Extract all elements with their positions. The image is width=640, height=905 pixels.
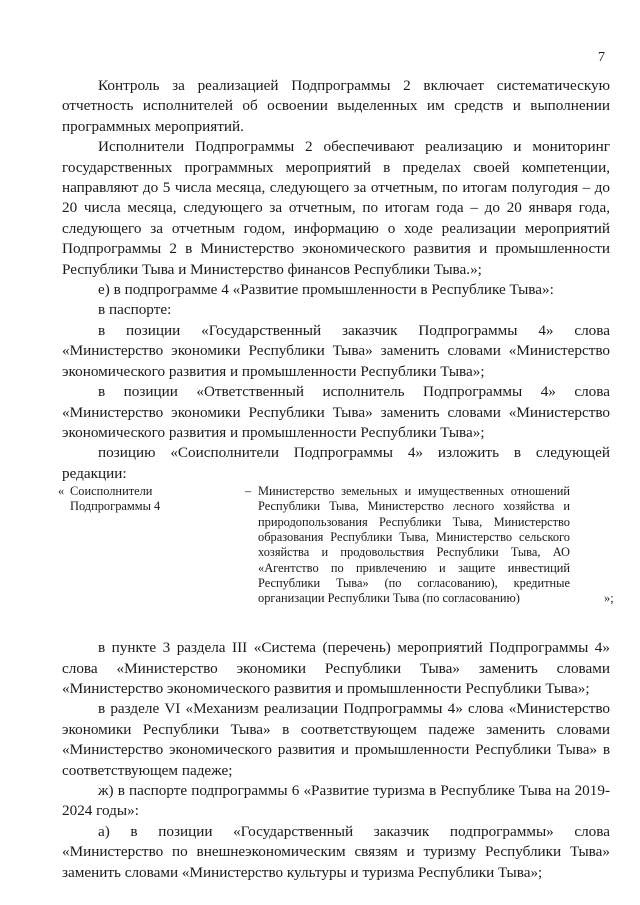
- paragraph-passport: в паспорте:: [98, 301, 172, 319]
- paragraph-executors: Исполнители Подпрограммы 2 обеспечивают реализацию и мониторинг государственных программных мероприятий в пределах своей компетенции, направляют до 5 числа месяца, следующего за отчетным, по итогам полугодия – до 20 числа месяца, следующего за отчетным, по итогам года – до 20 января года, следующего за отчетным годом, информацию о ходе реализации мероприятий Подпрограммы 2 в Министерство экономического развития и промышленности Республики Тыва и Министерство финансов Республики Тыва.»;: [62, 138, 610, 278]
- document-body: [58, 76, 614, 883]
- table-open-quote: «: [58, 484, 65, 499]
- paragraph-control: Контроль за реализацией Подпрограммы 2 включает систематическую отчетность исполнителей об освоении выделенных им средств и выполнении программных мероприятий.: [62, 77, 610, 135]
- table-label: Соисполнители Подпрограммы 4: [70, 484, 161, 514]
- paragraph-section-6: в разделе VI «Механизм реализации Подпрограммы 4» слова «Министерство экономики Республики Тыва» в соответствующем падеже заменить словами «Министерство экономического развития и промышленности Республики Тыва» в соответствующем падеже;: [62, 700, 610, 779]
- page-number: 7: [598, 50, 605, 65]
- co-executors-table: [58, 484, 626, 622]
- table-dash: –: [245, 484, 252, 499]
- paragraph-state-customer: в позиции «Государственный заказчик Подпрограммы 4» слова «Министерство экономики Республики Тыва» заменить словами «Министерство экономического развития и промышленности Республики Тыва»;: [62, 321, 610, 380]
- paragraph-item-zh: ж) в паспорте подпрограммы 6 «Развитие туризма в Республике Тыва на 2019-2024 годы»:: [62, 781, 610, 820]
- spacer: [62, 622, 610, 638]
- paragraph-item-a: а) в позиции «Государственный заказчик подпрограммы» слова «Министерство по внешнеэкономическим связям и туризму Республики Тыва» заменить словами «Министерство культуры и туризма Республики Тыва»;: [62, 822, 610, 881]
- table-value: Министерство земельных и имущественных отношений Республики Тыва, Министерство лесного хозяйства и природопользования Республики Тыва, Министерство образования Республики Тыва, Министерство сельского хозяйства и продовольствия Республики Тыва, АО «Агентство по привлечению и защите инвестиций Республики Тыва» (по согласованию), кредитные организации Республики Тыва (по согласованию): [258, 484, 570, 606]
- paragraph-item-e: е) в подпрограмме 4 «Развитие промышленности в Республике Тыва»:: [98, 281, 554, 299]
- paragraph-section-3: в пункте 3 раздела III «Система (перечень) мероприятий Подпрограммы 4» слова «Министерство экономики Республики Тыва» заменить словами «Министерство экономического развития и промышленности Республики Тыва»;: [62, 639, 610, 697]
- table-close-quote: »;: [604, 591, 614, 606]
- paragraph-co-executors-intro: позицию «Соисполнители Подпрограммы 4» изложить в следующей редакции:: [62, 444, 610, 482]
- paragraph-responsible-executor: в позиции «Ответственный исполнитель Подпрограммы 4» слова «Министерство экономики Республики Тыва» заменить словами «Министерство экономического развития и промышленности Республики Тыва»;: [62, 383, 610, 441]
